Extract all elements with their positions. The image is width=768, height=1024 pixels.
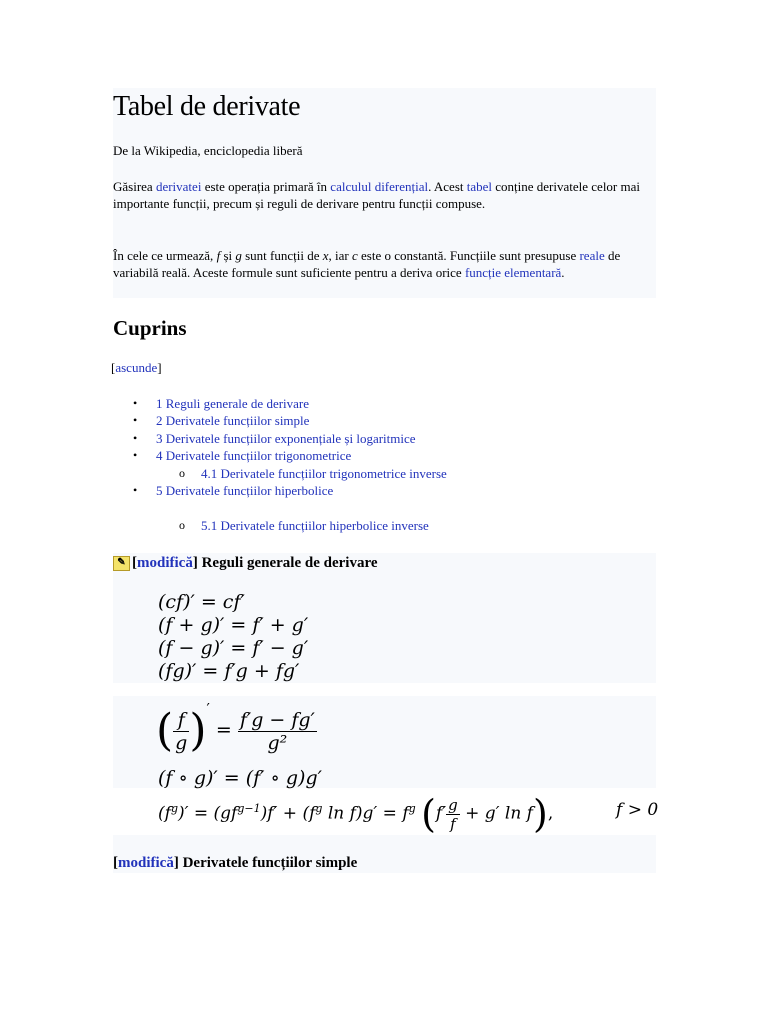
pw-d: g−1 [237, 801, 261, 815]
intro-text: , iar [328, 248, 352, 263]
intro-text: În cele ce urmează, [113, 248, 217, 263]
pw-g: ln f)g′ = f [322, 803, 409, 824]
intro-link[interactable]: tabel [466, 179, 493, 194]
intro-text: și [220, 248, 236, 263]
math-variable: x [322, 248, 329, 263]
section-2-title: Derivatele funcțiilor simple [182, 855, 358, 871]
formula-constant-rule: (cf)′ = cf′ [158, 591, 245, 613]
toc-item-number: 2 [156, 413, 163, 428]
pw-den: f [450, 814, 456, 833]
math-variable: f [216, 248, 221, 263]
toc-item-number: 3 [156, 431, 163, 446]
pw-i: f′ [435, 803, 447, 824]
intro-text: . Acest [428, 179, 467, 194]
formula-power-condition: f > 0 [616, 800, 659, 820]
toc-item[interactable] [156, 431, 416, 447]
formula-difference-rule: (f − g)′ = f′ − g′ [158, 637, 309, 659]
section-2-bracket-close: ] [173, 855, 179, 871]
intro-link[interactable]: funcție elementară [464, 265, 562, 280]
toc-item[interactable] [156, 413, 309, 429]
toc-item[interactable] [201, 466, 447, 482]
site-subtitle: De la Wikipedia, enciclopedia liberă [113, 143, 303, 158]
section-1-bracket-close: ] [192, 555, 198, 571]
toc-item-label: Derivatele funcțiilor simple [165, 413, 310, 428]
intro-text: Găsirea [113, 179, 156, 194]
toc-bullet: • [133, 413, 138, 427]
toc-item-number: 4 [156, 448, 163, 463]
pw-f: g [315, 801, 323, 815]
quot-prime: ′ [206, 700, 210, 718]
formula-product-rule: (fg)′ = f′g + fg′ [158, 660, 300, 682]
toc-item[interactable] [156, 448, 351, 464]
toc-toggle [111, 360, 162, 376]
pw-comma: , [547, 803, 554, 824]
section-heading-1 [113, 555, 378, 572]
section-heading-2 [113, 855, 357, 872]
toc-hide-link[interactable]: ascunde [115, 360, 158, 375]
quot-eq: = [215, 719, 232, 741]
pencil-icon: ✎ [113, 556, 130, 571]
toc-heading: Cuprins [113, 316, 187, 340]
formula-quotient-rule: ( $\frac{f}{g}$ )′= $\frac{f'g - fg'}{\text{g²}}$ [156, 700, 315, 756]
intro-text: sunt funcții de [241, 248, 323, 263]
toc-item-number: 5.1 [201, 518, 218, 533]
toc-bullet: • [133, 431, 138, 445]
toc-item-label: Derivatele funcțiilor exponențiale și logaritmice [165, 431, 416, 446]
toc-bullet: • [133, 396, 138, 410]
intro-paragraph-1 [113, 178, 653, 212]
section-1-bracket-open: [ [132, 555, 137, 571]
pw-e: )f′ + (f [260, 803, 316, 824]
pw-c: )′ = (gf [177, 803, 238, 824]
toc-item-number: 1 [156, 396, 163, 411]
quot-g: g [175, 731, 188, 754]
toc-bullet: • [133, 483, 138, 497]
pw-a: (f [158, 803, 171, 824]
pw-b: g [170, 801, 178, 815]
toc-bullet: • [133, 448, 138, 462]
page-title: Tabel de derivate [113, 91, 301, 122]
toc-toggle-close: ] [157, 360, 162, 375]
intro-text: este o constantă. Funcțiile sunt presupuse [357, 248, 580, 263]
formula-chain-rule: (f ∘ g)′ = (f′ ∘ g)g′ [158, 767, 322, 789]
formula-sum-rule: (f + g)′ = f′ + g′ [158, 614, 309, 636]
math-variable: g [235, 248, 242, 263]
quot-f: f [173, 709, 189, 732]
quot-numerator: f′g − fg′ [239, 708, 315, 731]
toc-item[interactable] [156, 396, 309, 412]
toc-item[interactable] [156, 483, 333, 499]
intro-link[interactable]: derivatei [155, 179, 202, 194]
pw-h: g [408, 801, 416, 815]
toc-item-label: Derivatele funcțiilor trigonometrice inverse [220, 466, 447, 481]
section-2-edit-link[interactable]: modifică [118, 855, 174, 871]
section-1-edit-link[interactable]: modifică [137, 555, 193, 571]
pw-j: + g′ ln f [465, 803, 533, 824]
toc-item-number: 5 [156, 483, 163, 498]
toc-item-label: Derivatele funcțiilor trigonometrice [165, 448, 352, 463]
intro-text: conține derivatele celor mai importante funcții, precum și reguli de derivare pentru funcții compuse. [113, 179, 640, 211]
toc-item-label: Derivatele funcțiilor hiperbolice inverse [220, 518, 429, 533]
formula-power-rule: $(f^g)' = (gf^{g-1})f' + (f^g$ $\ln f)g' = f^g$ (f′ $\frac{g}{f}$ + g′ ln f), [158, 792, 554, 836]
toc-item[interactable] [201, 518, 429, 534]
pw-num: g [448, 795, 458, 814]
section-1-title: Reguli generale de derivare [201, 555, 378, 571]
intro-link[interactable]: calculul diferențial [330, 179, 429, 194]
toc-item-label: Reguli generale de derivare [165, 396, 310, 411]
intro-text: este operația primară în [201, 179, 331, 194]
toc-item-label: Derivatele funcțiilor hiperbolice [165, 483, 334, 498]
quot-denominator: g² [267, 731, 288, 754]
intro-paragraph-2 [113, 247, 653, 281]
intro-text: de variabilă reală. Aceste formule sunt suficiente pentru a deriva orice [113, 248, 621, 280]
intro-link[interactable]: reale [579, 248, 605, 263]
intro-text: . [561, 265, 565, 280]
section-2-bracket-open: [ [113, 855, 118, 871]
toc-bullet: o [179, 466, 185, 480]
math-variable: c [352, 248, 358, 263]
toc-toggle-open: [ [111, 360, 116, 375]
toc-item-number: 4.1 [201, 466, 218, 481]
toc-bullet: o [179, 518, 185, 532]
